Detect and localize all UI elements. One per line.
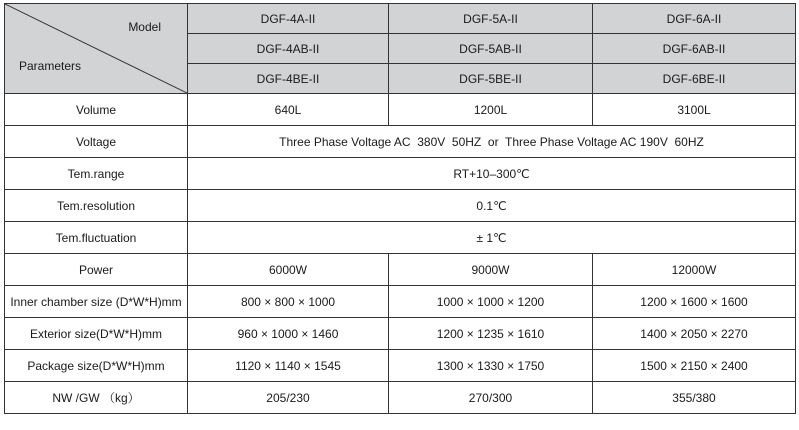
model-parameters-corner-cell bbox=[5, 4, 188, 94]
value-cell: 205/230 bbox=[188, 382, 389, 414]
value-cell: 3100L bbox=[593, 94, 796, 126]
row-label: NW /GW （kg） bbox=[5, 382, 188, 414]
model-cell: DGF-4AB-II bbox=[188, 34, 389, 64]
header-row-1 bbox=[5, 4, 796, 34]
value-cell: RT+10–300℃ bbox=[188, 158, 796, 190]
value-cell: 1200L bbox=[389, 94, 593, 126]
spec-table bbox=[4, 3, 796, 414]
package-size-row bbox=[5, 350, 796, 382]
value-cell: 12000W bbox=[593, 254, 796, 286]
model-header-label: Model bbox=[128, 20, 161, 34]
value-cell: 1200 × 1600 × 1600 bbox=[593, 286, 796, 318]
value-cell: 9000W bbox=[389, 254, 593, 286]
row-label: Inner chamber size (D*W*H)mm bbox=[5, 286, 188, 318]
value-cell: 270/300 bbox=[389, 382, 593, 414]
value-cell: 1300 × 1330 × 1750 bbox=[389, 350, 593, 382]
volume-row bbox=[5, 94, 796, 126]
value-cell: 960 × 1000 × 1460 bbox=[188, 318, 389, 350]
model-cell: DGF-5AB-II bbox=[389, 34, 593, 64]
parameters-header-label: Parameters bbox=[19, 59, 82, 73]
model-cell: DGF-6A-II bbox=[593, 4, 796, 34]
model-cell: DGF-5A-II bbox=[389, 4, 593, 34]
value-cell: Three Phase Voltage AC 380V 50HZ or Three Phase Voltage AC 190V 60HZ bbox=[188, 126, 796, 158]
voltage-row bbox=[5, 126, 796, 158]
inner-chamber-row bbox=[5, 286, 796, 318]
nw-gw-row bbox=[5, 382, 796, 414]
value-cell: 0.1℃ bbox=[188, 190, 796, 222]
tem-range-row bbox=[5, 158, 796, 190]
tem-fluctuation-row bbox=[5, 222, 796, 254]
value-cell: 1200 × 1235 × 1610 bbox=[389, 318, 593, 350]
value-cell: 6000W bbox=[188, 254, 389, 286]
row-label: Tem.fluctuation bbox=[5, 222, 188, 254]
model-cell: DGF-6BE-II bbox=[593, 64, 796, 94]
model-cell: DGF-5BE-II bbox=[389, 64, 593, 94]
value-cell: 1500 × 2150 × 2400 bbox=[593, 350, 796, 382]
row-label: Exterior size(D*W*H)mm bbox=[5, 318, 188, 350]
model-cell: DGF-4BE-II bbox=[188, 64, 389, 94]
row-label: Package size(D*W*H)mm bbox=[5, 350, 188, 382]
value-cell: 800 × 800 × 1000 bbox=[188, 286, 389, 318]
row-label: Tem.resolution bbox=[5, 190, 188, 222]
value-cell: ± 1℃ bbox=[188, 222, 796, 254]
model-cell: DGF-6AB-II bbox=[593, 34, 796, 64]
row-label: Tem.range bbox=[5, 158, 188, 190]
value-cell: 1400 × 2050 × 2270 bbox=[593, 318, 796, 350]
value-cell: 1000 × 1000 × 1200 bbox=[389, 286, 593, 318]
model-cell: DGF-4A-II bbox=[188, 4, 389, 34]
value-cell: 355/380 bbox=[593, 382, 796, 414]
row-label: Volume bbox=[5, 94, 188, 126]
value-cell: 1120 × 1140 × 1545 bbox=[188, 350, 389, 382]
tem-resolution-row bbox=[5, 190, 796, 222]
diagonal-divider bbox=[5, 4, 187, 93]
exterior-size-row bbox=[5, 318, 796, 350]
row-label: Voltage bbox=[5, 126, 188, 158]
value-cell: 640L bbox=[188, 94, 389, 126]
power-row bbox=[5, 254, 796, 286]
row-label: Power bbox=[5, 254, 188, 286]
